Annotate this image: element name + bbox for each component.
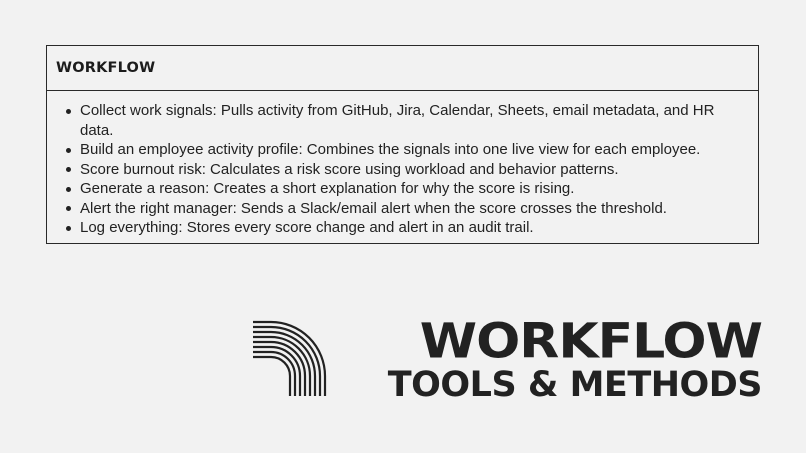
workflow-card xyxy=(46,45,759,244)
list-item: Alert the right manager: Sends a Slack/email alert when the score crosses the threshold. xyxy=(62,199,738,219)
list-item: Build an employee activity profile: Combines the signals into one live view for each employee. xyxy=(62,140,738,160)
hero-subtitle-tools-methods: TOOLS & METHODS xyxy=(387,365,762,405)
list-item: Log everything: Stores every score change and alert in an audit trail. xyxy=(62,218,738,238)
list-item: Score burnout risk: Calculates a risk score using workload and behavior patterns. xyxy=(62,160,738,180)
card-body xyxy=(47,91,758,238)
curved-stripes-icon xyxy=(253,320,327,396)
card-header xyxy=(47,46,758,91)
card-title: WORKFLOW xyxy=(56,60,156,76)
hero-title-workflow: WORKFLOW xyxy=(419,314,762,370)
list-item: Generate a reason: Creates a short explanation for why the score is rising. xyxy=(62,179,738,199)
workflow-steps-list xyxy=(62,101,738,238)
hero-title-block xyxy=(253,314,773,410)
list-item: Collect work signals: Pulls activity from GitHub, Jira, Calendar, Sheets, email metadata, and HR data. xyxy=(62,101,738,140)
